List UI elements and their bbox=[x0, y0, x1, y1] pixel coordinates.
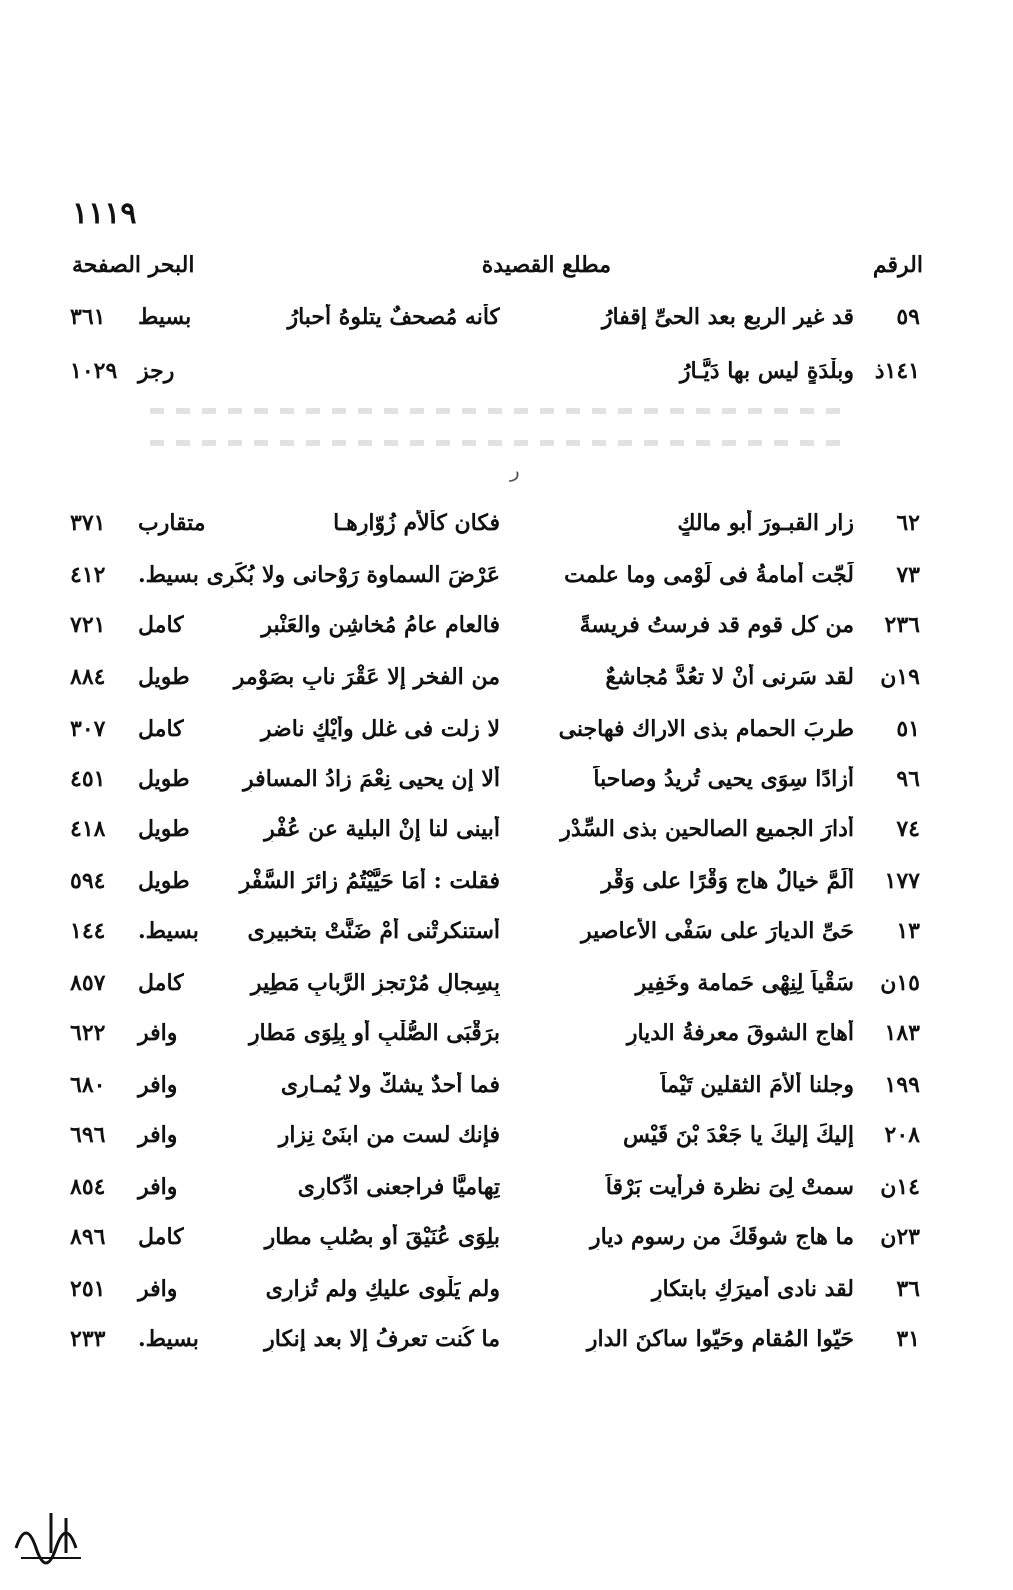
index-row bbox=[70, 1118, 920, 1158]
opening-hemistich-1: أهاج الشوقَ معرفةُ الديارِ bbox=[626, 1020, 854, 1046]
opening-hemistich-1: أدارَ الجميع الصالحين بذى السِّدْرِ bbox=[560, 816, 854, 842]
page-ref: ٣٠٧ bbox=[70, 716, 106, 742]
index-row bbox=[70, 914, 920, 954]
opening-hemistich-1: لَجّت أُمامةُ فى لَوْمى وما علمت bbox=[564, 562, 854, 588]
meter-name: وافر bbox=[138, 1072, 178, 1098]
opening-hemistich-1: قد غير الربع بعد الحىِّ إقفارُ bbox=[601, 304, 854, 330]
meter-name: طويل bbox=[138, 664, 190, 690]
poem-number: ٢٠٨ bbox=[884, 1122, 920, 1148]
opening-hemistich-1: لقد نادى أميرَكِ بابتكارٍ bbox=[651, 1276, 854, 1302]
meter-name: متقارب bbox=[138, 510, 206, 536]
index-row bbox=[70, 812, 920, 852]
poem-number: ١٩ن bbox=[880, 664, 920, 690]
meter-name: طويل bbox=[138, 868, 190, 894]
opening-hemistich-1: زار القبـورَ أبو مالكٍ bbox=[677, 510, 854, 536]
opening-hemistich-2: عَرْضَ السماوة رَوْحانى ولا بُكَرِى bbox=[206, 562, 500, 588]
opening-hemistich-2: بِسِجالِ مُرْتجزِ الرَّبابِ مَطِيرِ bbox=[250, 970, 500, 996]
opening-hemistich-2: برَقْبَى الصُّلْبِ أو بِلِوَى مَطارِ bbox=[248, 1020, 500, 1046]
index-row bbox=[70, 506, 920, 546]
header-number-label: الرقم bbox=[872, 252, 923, 278]
opening-hemistich-1: حَيّوا المُقام وحَيّوا ساكنَ الدارِ bbox=[586, 1326, 854, 1352]
index-row bbox=[70, 712, 920, 752]
bleed-through-line bbox=[150, 408, 850, 414]
poem-number: ١٩٩ bbox=[884, 1072, 920, 1098]
opening-hemistich-1: وجلنا ألأمَ الثقلين تَيْماً bbox=[660, 1072, 854, 1098]
poem-number: ٣٦ bbox=[896, 1276, 920, 1302]
opening-hemistich-1: حَىِّ الديارَ على سَفْى الأعاصيرِ bbox=[581, 918, 854, 944]
page-ref: ٤١٨ bbox=[70, 816, 106, 842]
poem-number: ٥١ bbox=[896, 716, 920, 742]
meter-name: طويل bbox=[138, 766, 190, 792]
page-ref: ١٠٢٩ bbox=[70, 358, 118, 384]
poem-number: ١٣ bbox=[896, 918, 920, 944]
opening-hemistich-2: فإنك لست من ابنَىْ نِزارِ bbox=[278, 1122, 500, 1148]
index-row bbox=[70, 762, 920, 802]
opening-hemistich-2: لا زلت فى غلل وأيْكٍ ناضرِ bbox=[260, 716, 500, 742]
opening-hemistich-1: طربَ الحمام بذى الاراك فهاجنى bbox=[558, 716, 854, 742]
poem-number: ٢٣ن bbox=[880, 1224, 920, 1250]
meter-name: بسيط. bbox=[138, 918, 199, 944]
poem-number: ١٥ن bbox=[880, 970, 920, 996]
page-ref: ٢٣٣ bbox=[70, 1326, 106, 1352]
stray-mark: ر bbox=[510, 458, 520, 482]
meter-name: بسيط. bbox=[138, 562, 199, 588]
poem-number: ٦٢ bbox=[896, 510, 920, 536]
opening-hemistich-2: فكان كألأم زُوّارِهـا bbox=[333, 510, 500, 536]
page-number: ١١١٩ bbox=[72, 196, 137, 231]
opening-hemistich-1: سَقْياً لِنِهْى حَمامة وخَفِيرِ bbox=[635, 970, 854, 996]
opening-hemistich-1: أزادًا سِوَى يحيى تُريدُ وصاحباً bbox=[593, 766, 854, 792]
page-ref: ٦٢٢ bbox=[70, 1020, 106, 1046]
index-row bbox=[70, 558, 920, 598]
opening-hemistich-1: وبلْدَةٍ ليس بها دَيَّـارُ bbox=[679, 358, 854, 384]
opening-hemistich-2: ألا إن يحيى نِعْمَ زادُ المسافرِ bbox=[243, 766, 500, 792]
header-opening-label: مطلع القصيدة bbox=[481, 252, 611, 278]
library-logo bbox=[6, 1478, 96, 1578]
opening-hemistich-1: من كل قوم قد فرستُ فريسةً bbox=[579, 612, 854, 638]
poem-number: ٩٦ bbox=[896, 766, 920, 792]
index-row bbox=[70, 1068, 920, 1108]
opening-hemistich-2: ولم يَلْوِى عليكِ ولم تُزارِى bbox=[265, 1276, 500, 1302]
poem-number: ٣١ bbox=[896, 1326, 920, 1352]
page-ref: ٥٩٤ bbox=[70, 868, 106, 894]
poem-number: ١٤ن bbox=[880, 1174, 920, 1200]
page-ref: ٨٨٤ bbox=[70, 664, 106, 690]
poem-number: ١٨٣ bbox=[884, 1020, 920, 1046]
page-ref: ٦٩٦ bbox=[70, 1122, 106, 1148]
index-row bbox=[70, 1322, 920, 1362]
page-ref: ٨٩٦ bbox=[70, 1224, 106, 1250]
index-row bbox=[70, 1016, 920, 1056]
meter-name: كامل bbox=[138, 716, 184, 742]
poem-number: ١٤١ذ bbox=[874, 358, 920, 384]
index-row bbox=[70, 966, 920, 1006]
page-ref: ٨٥٧ bbox=[70, 970, 106, 996]
opening-hemistich-2: فما أحدٌ يشكُّ ولا يُمـارِى bbox=[280, 1072, 500, 1098]
meter-name: بسيط. bbox=[138, 1326, 199, 1352]
page-ref: ٧٢١ bbox=[70, 612, 106, 638]
opening-hemistich-2: أستنكرتْنى أمْ ضَنَّتْ بتخبيرِى bbox=[247, 918, 500, 944]
index-row bbox=[70, 608, 920, 648]
opening-hemistich-2: فالعام عامُ مُخاشِنٍ والعَنْبرِ bbox=[261, 612, 500, 638]
meter-name: وافر bbox=[138, 1020, 178, 1046]
meter-name: وافر bbox=[138, 1276, 178, 1302]
page-ref: ٣٦١ bbox=[70, 304, 106, 330]
page-ref: ٦٨٠ bbox=[70, 1072, 106, 1098]
poem-number: ٥٩ bbox=[896, 304, 920, 330]
meter-name: وافر bbox=[138, 1174, 178, 1200]
opening-hemistich-2: فقلت : أَمَا حَيَّيْتُمُ زائرَ السَّفْرِ bbox=[239, 868, 500, 894]
opening-hemistich-2: ما كُنت تعرفُ إلا بعد إنكارِ bbox=[264, 1326, 500, 1352]
opening-hemistich-2: أبينى لنا إنْ البلية عن عُفْرِ bbox=[264, 816, 500, 842]
page-ref: ٣٧١ bbox=[70, 510, 106, 536]
page-ref: ٤١٢ bbox=[70, 562, 106, 588]
index-row bbox=[70, 864, 920, 904]
opening-hemistich-1: إليكَ إليكَ يا جَعْدَ بْنَ قَيْسٍ bbox=[623, 1122, 854, 1148]
index-row bbox=[70, 300, 920, 340]
page-ref: ٨٥٤ bbox=[70, 1174, 106, 1200]
header-meter-page-label: البحر الصفحة bbox=[72, 252, 195, 278]
meter-name: وافر bbox=[138, 1122, 178, 1148]
opening-hemistich-2: كأنه مُصحفٌ يتلوهُ أحبارُ bbox=[287, 304, 500, 330]
poem-number: ٧٤ bbox=[896, 816, 920, 842]
index-row bbox=[70, 660, 920, 700]
poem-number: ٧٣ bbox=[896, 562, 920, 588]
opening-hemistich-2: بلِوَى عُنَيْقَ أو بصُلبِ مطارِ bbox=[264, 1224, 500, 1250]
index-row bbox=[70, 1170, 920, 1210]
index-row bbox=[70, 1220, 920, 1260]
opening-hemistich-2: تِهاميًّا فراجعنى ادِّكارِى bbox=[297, 1174, 500, 1200]
page-ref: ٤٥١ bbox=[70, 766, 106, 792]
poem-number: ٢٣٦ bbox=[884, 612, 920, 638]
meter-name: كامل bbox=[138, 970, 184, 996]
poem-number: ١٧٧ bbox=[884, 868, 920, 894]
opening-hemistich-1: ما هاج شوقَكَ من رسوم ديارِ bbox=[590, 1224, 854, 1250]
meter-name: كامل bbox=[138, 612, 184, 638]
opening-hemistich-2: من الفخر إلا عَقْرَ نابٍ بصَوْمرِ bbox=[233, 664, 500, 690]
page-ref: ٢٥١ bbox=[70, 1276, 106, 1302]
bleed-through-line bbox=[150, 440, 850, 446]
opening-hemistich-1: لقد سَرنى أنْ لا تعُدَّ مُجاشعٌ bbox=[605, 664, 854, 690]
opening-hemistich-1: سمتْ لِىَ نظرة فرأيت بَرْقاً bbox=[605, 1174, 854, 1200]
meter-name: كامل bbox=[138, 1224, 184, 1250]
meter-name: رجز bbox=[138, 358, 175, 384]
index-row bbox=[70, 1272, 920, 1312]
meter-name: بسيط bbox=[138, 304, 192, 330]
index-row bbox=[70, 354, 920, 394]
opening-hemistich-1: ألَمَّ خيالٌ هاج وَقْرًا على وَقْرِ bbox=[601, 868, 854, 894]
meter-name: طويل bbox=[138, 816, 190, 842]
page-ref: ١٤٤ bbox=[70, 918, 106, 944]
